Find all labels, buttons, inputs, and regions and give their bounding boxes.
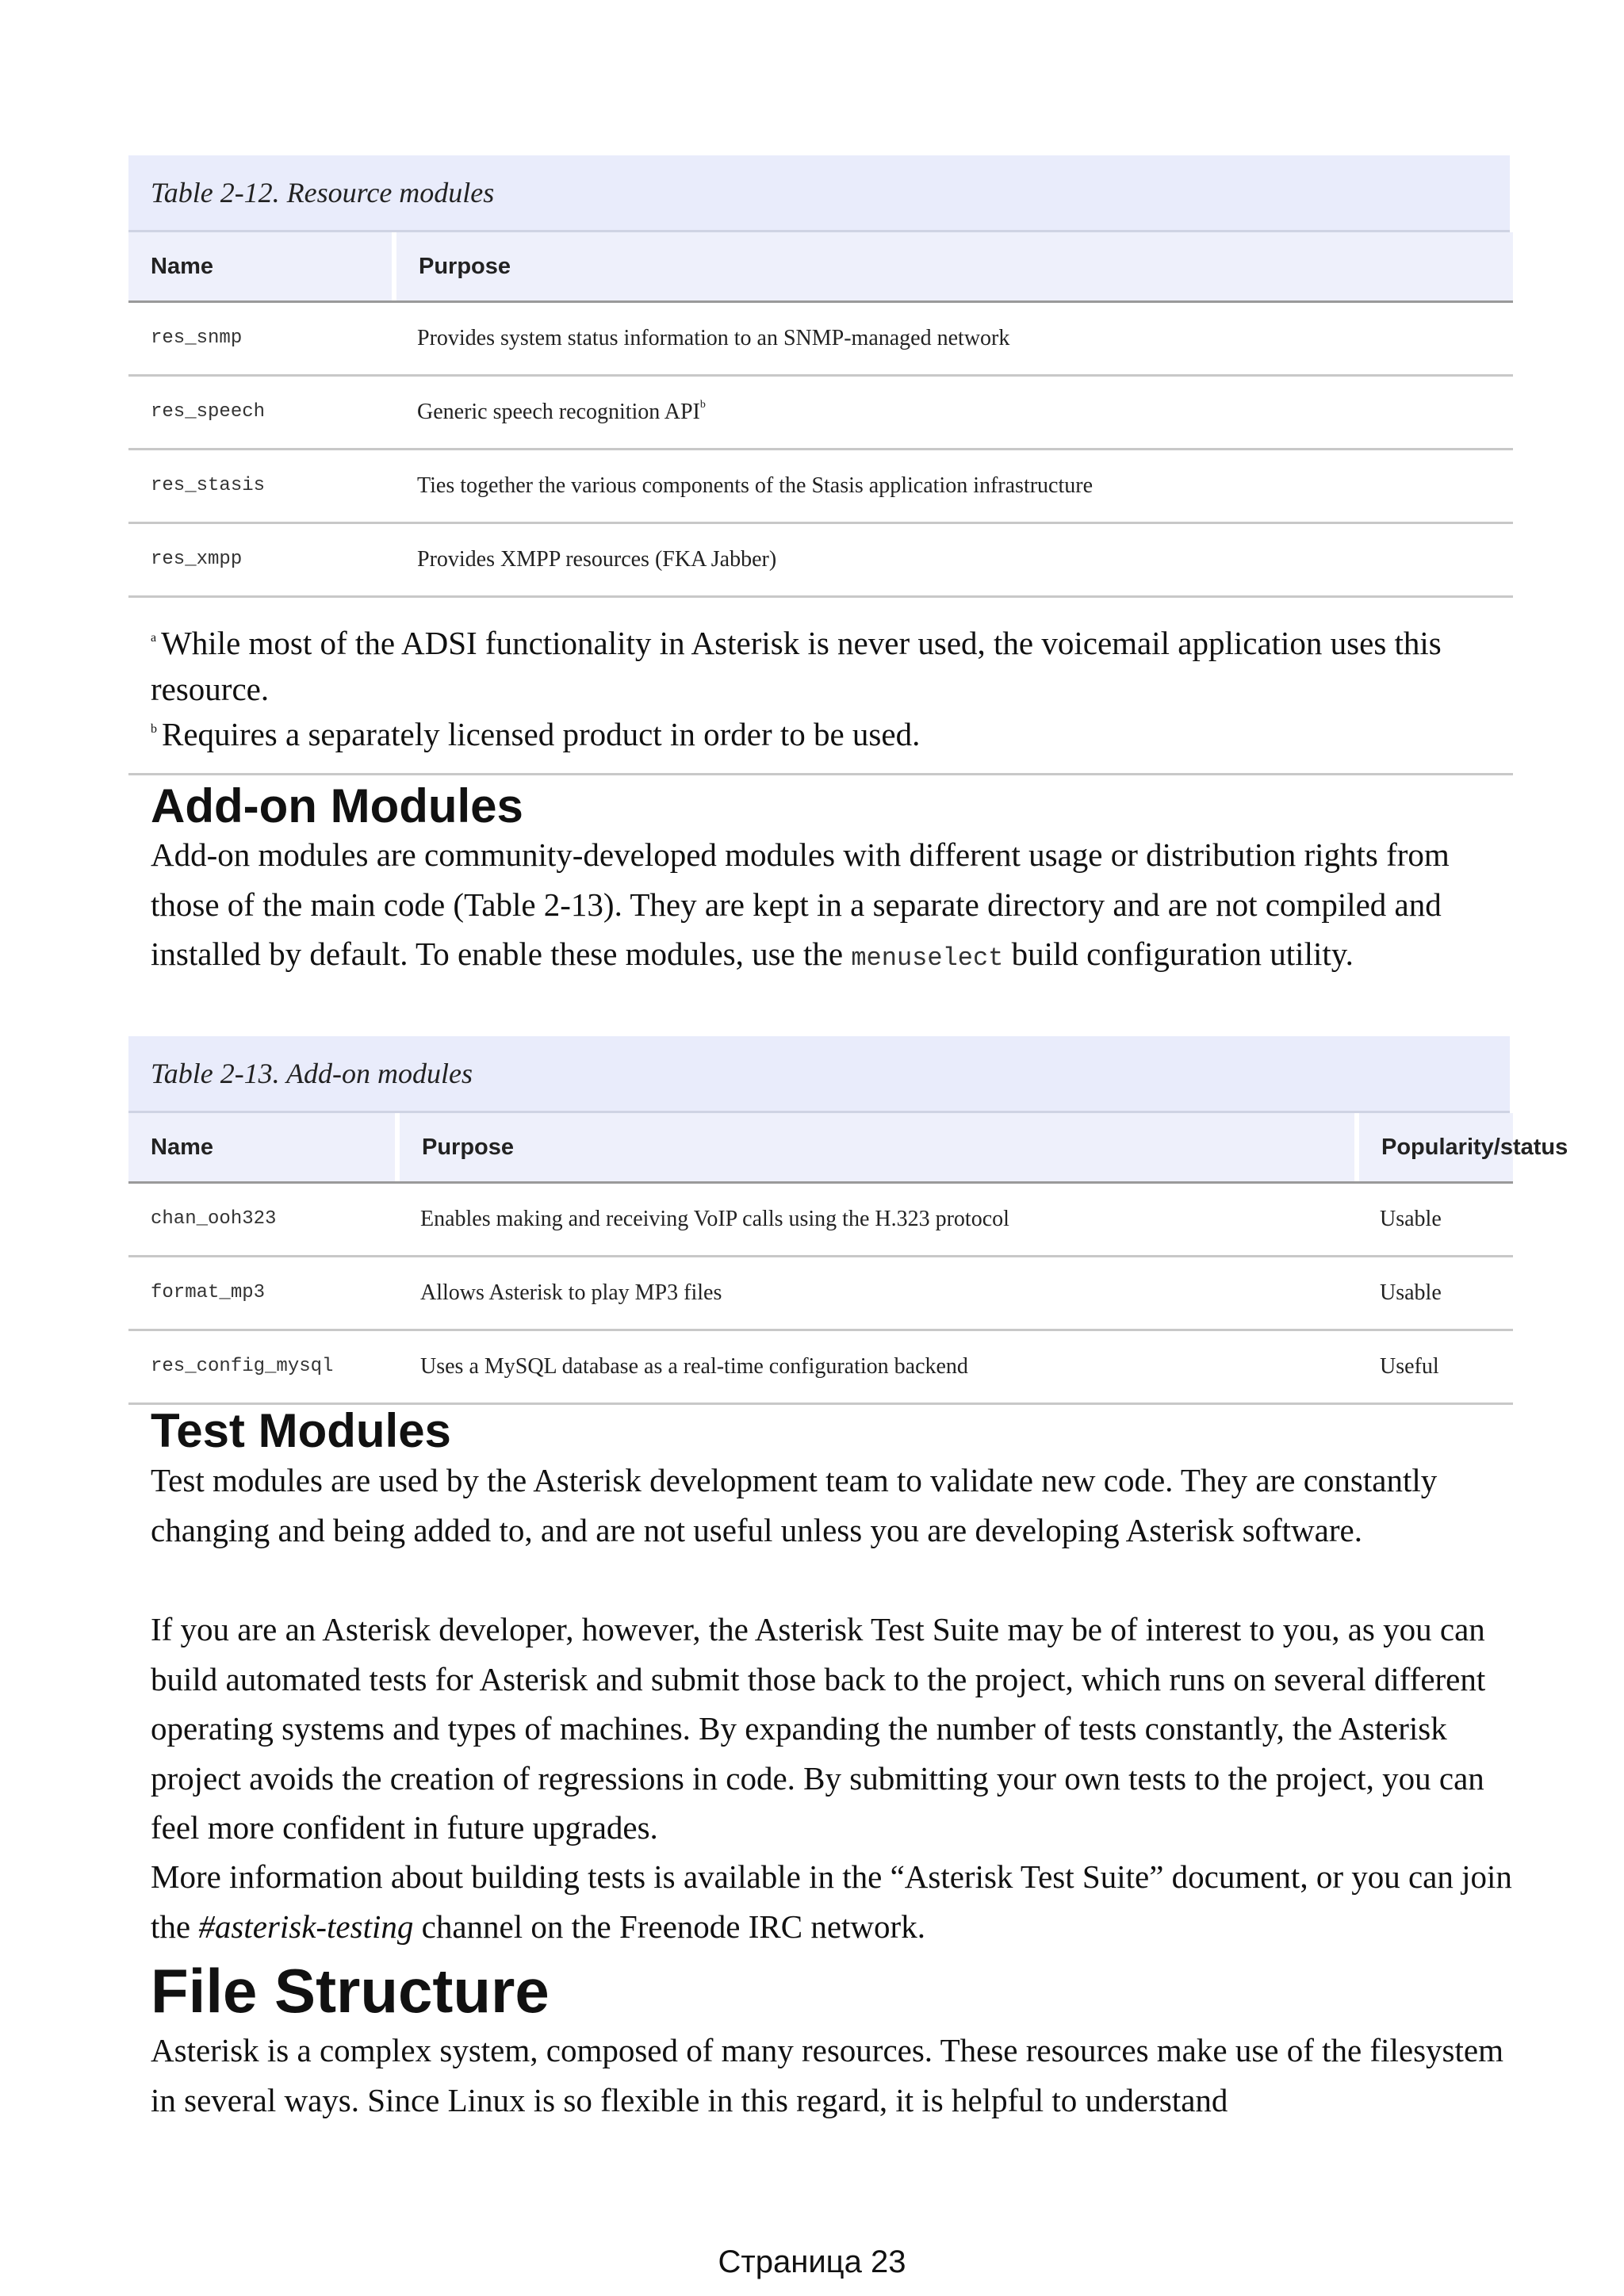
header-name: Name xyxy=(128,1113,395,1181)
addon-para-text: Add-on modules are community-developed modules with different usage or distribution rights from those of the main code (Table 2-13). They are kept in a separate directory and are not compiled and installed by default. To enable these modules, use the xyxy=(151,836,1450,972)
module-name: res_stasis xyxy=(151,475,266,496)
module-purpose xyxy=(395,377,706,448)
test-para3-text-end: channel on the Freenode IRC network. xyxy=(413,1908,925,1945)
table-2-12 xyxy=(128,232,1513,598)
footnote-mark: a xyxy=(151,631,157,645)
header-purpose: Purpose xyxy=(400,1113,1354,1181)
test-modules-paragraph-3 xyxy=(151,1852,1515,1951)
footnote-ref-b: b xyxy=(699,399,706,411)
module-status: Usable xyxy=(1380,1280,1442,1305)
module-purpose: Uses a MySQL database as a real-time configuration backend xyxy=(420,1354,968,1379)
file-structure-heading: File Structure xyxy=(151,1956,550,2026)
module-name: chan_ooh323 xyxy=(151,1208,277,1230)
addon-para-text-end: build configuration utility. xyxy=(1003,936,1354,972)
module-status: Usable xyxy=(1380,1207,1442,1231)
table-row xyxy=(128,1331,1513,1405)
addon-modules-heading: Add-on Modules xyxy=(151,779,523,832)
addon-modules-paragraph xyxy=(151,830,1515,984)
test-para3-text: More information about building tests is available in the “Asterisk Test Suite” document, or you can join the xyxy=(151,1858,1512,1945)
footnote-text: While most of the ADSI functionality in Asterisk is never used, the voicemail application uses this resource. xyxy=(151,625,1442,707)
module-purpose: Provides XMPP resources (FKA Jabber) xyxy=(417,547,777,572)
table-header-row xyxy=(128,232,1513,303)
table-row xyxy=(128,1257,1513,1331)
file-structure-paragraph: Asterisk is a complex system, composed of many resources. These resources make use of the filesystem in several ways. Since Linux is so flexible in this regard, it is helpful to understand xyxy=(151,2032,1503,2118)
table-header-row xyxy=(128,1113,1568,1184)
footnote-b xyxy=(151,711,1515,757)
module-purpose-text: Generic speech recognition API xyxy=(417,400,700,424)
table-row xyxy=(128,1184,1513,1257)
table-2-13 xyxy=(128,1113,1568,1405)
footnote-text: Requires a separately licensed product in order to be used. xyxy=(162,716,921,752)
module-status: Useful xyxy=(1380,1354,1439,1379)
inline-code-menuselect: menuselect xyxy=(851,943,1004,973)
module-name: res_snmp xyxy=(151,327,243,349)
module-name: res_speech xyxy=(151,401,266,423)
test-modules-paragraph-1: Test modules are used by the Asterisk development team to validate new code. They are constantly changing and being added to, and are not useful unless you are developing Asterisk software. xyxy=(151,1462,1438,1548)
module-purpose: Allows Asterisk to play MP3 files xyxy=(420,1280,722,1305)
section-divider xyxy=(128,773,1513,775)
module-purpose: Enables making and receiving VoIP calls using the H.323 protocol xyxy=(420,1207,1009,1231)
module-name: format_mp3 xyxy=(151,1282,266,1303)
table-row xyxy=(128,524,1513,598)
module-name: res_xmpp xyxy=(151,549,243,570)
test-modules-paragraph-2: If you are an Asterisk developer, however, the Asterisk Test Suite may be of interest to you, as you can build automated tests for Asterisk and submit those back to the project, which runs on several different operating systems and types of machines. By expanding the number of tests constantly, the Asterisk project avoids the creation of regressions in code. By submitting your own tests to the project, you can feel more confident in future upgrades. xyxy=(151,1611,1486,1846)
table-2-13-caption: Table 2-13. Add-on modules xyxy=(128,1036,1510,1113)
footnote-a xyxy=(151,620,1515,712)
table-row xyxy=(128,450,1513,524)
page-number: Страница 23 xyxy=(718,2244,906,2279)
module-name: res_config_mysql xyxy=(151,1356,334,1377)
module-purpose: Ties together the various components of the Stasis application infrastructure xyxy=(417,473,1094,498)
header-name: Name xyxy=(128,232,392,300)
test-modules-heading: Test Modules xyxy=(151,1404,451,1457)
irc-channel-name: #asterisk-testing xyxy=(198,1908,414,1945)
footnote-mark: b xyxy=(151,722,157,736)
module-purpose: Provides system status information to an SNMP-managed network xyxy=(417,326,1010,350)
header-purpose: Purpose xyxy=(396,232,1513,300)
table-row xyxy=(128,377,1513,450)
header-popularity-status: Popularity/status xyxy=(1359,1113,1513,1181)
table-2-12-caption: Table 2-12. Resource modules xyxy=(128,155,1510,232)
table-row xyxy=(128,303,1513,377)
